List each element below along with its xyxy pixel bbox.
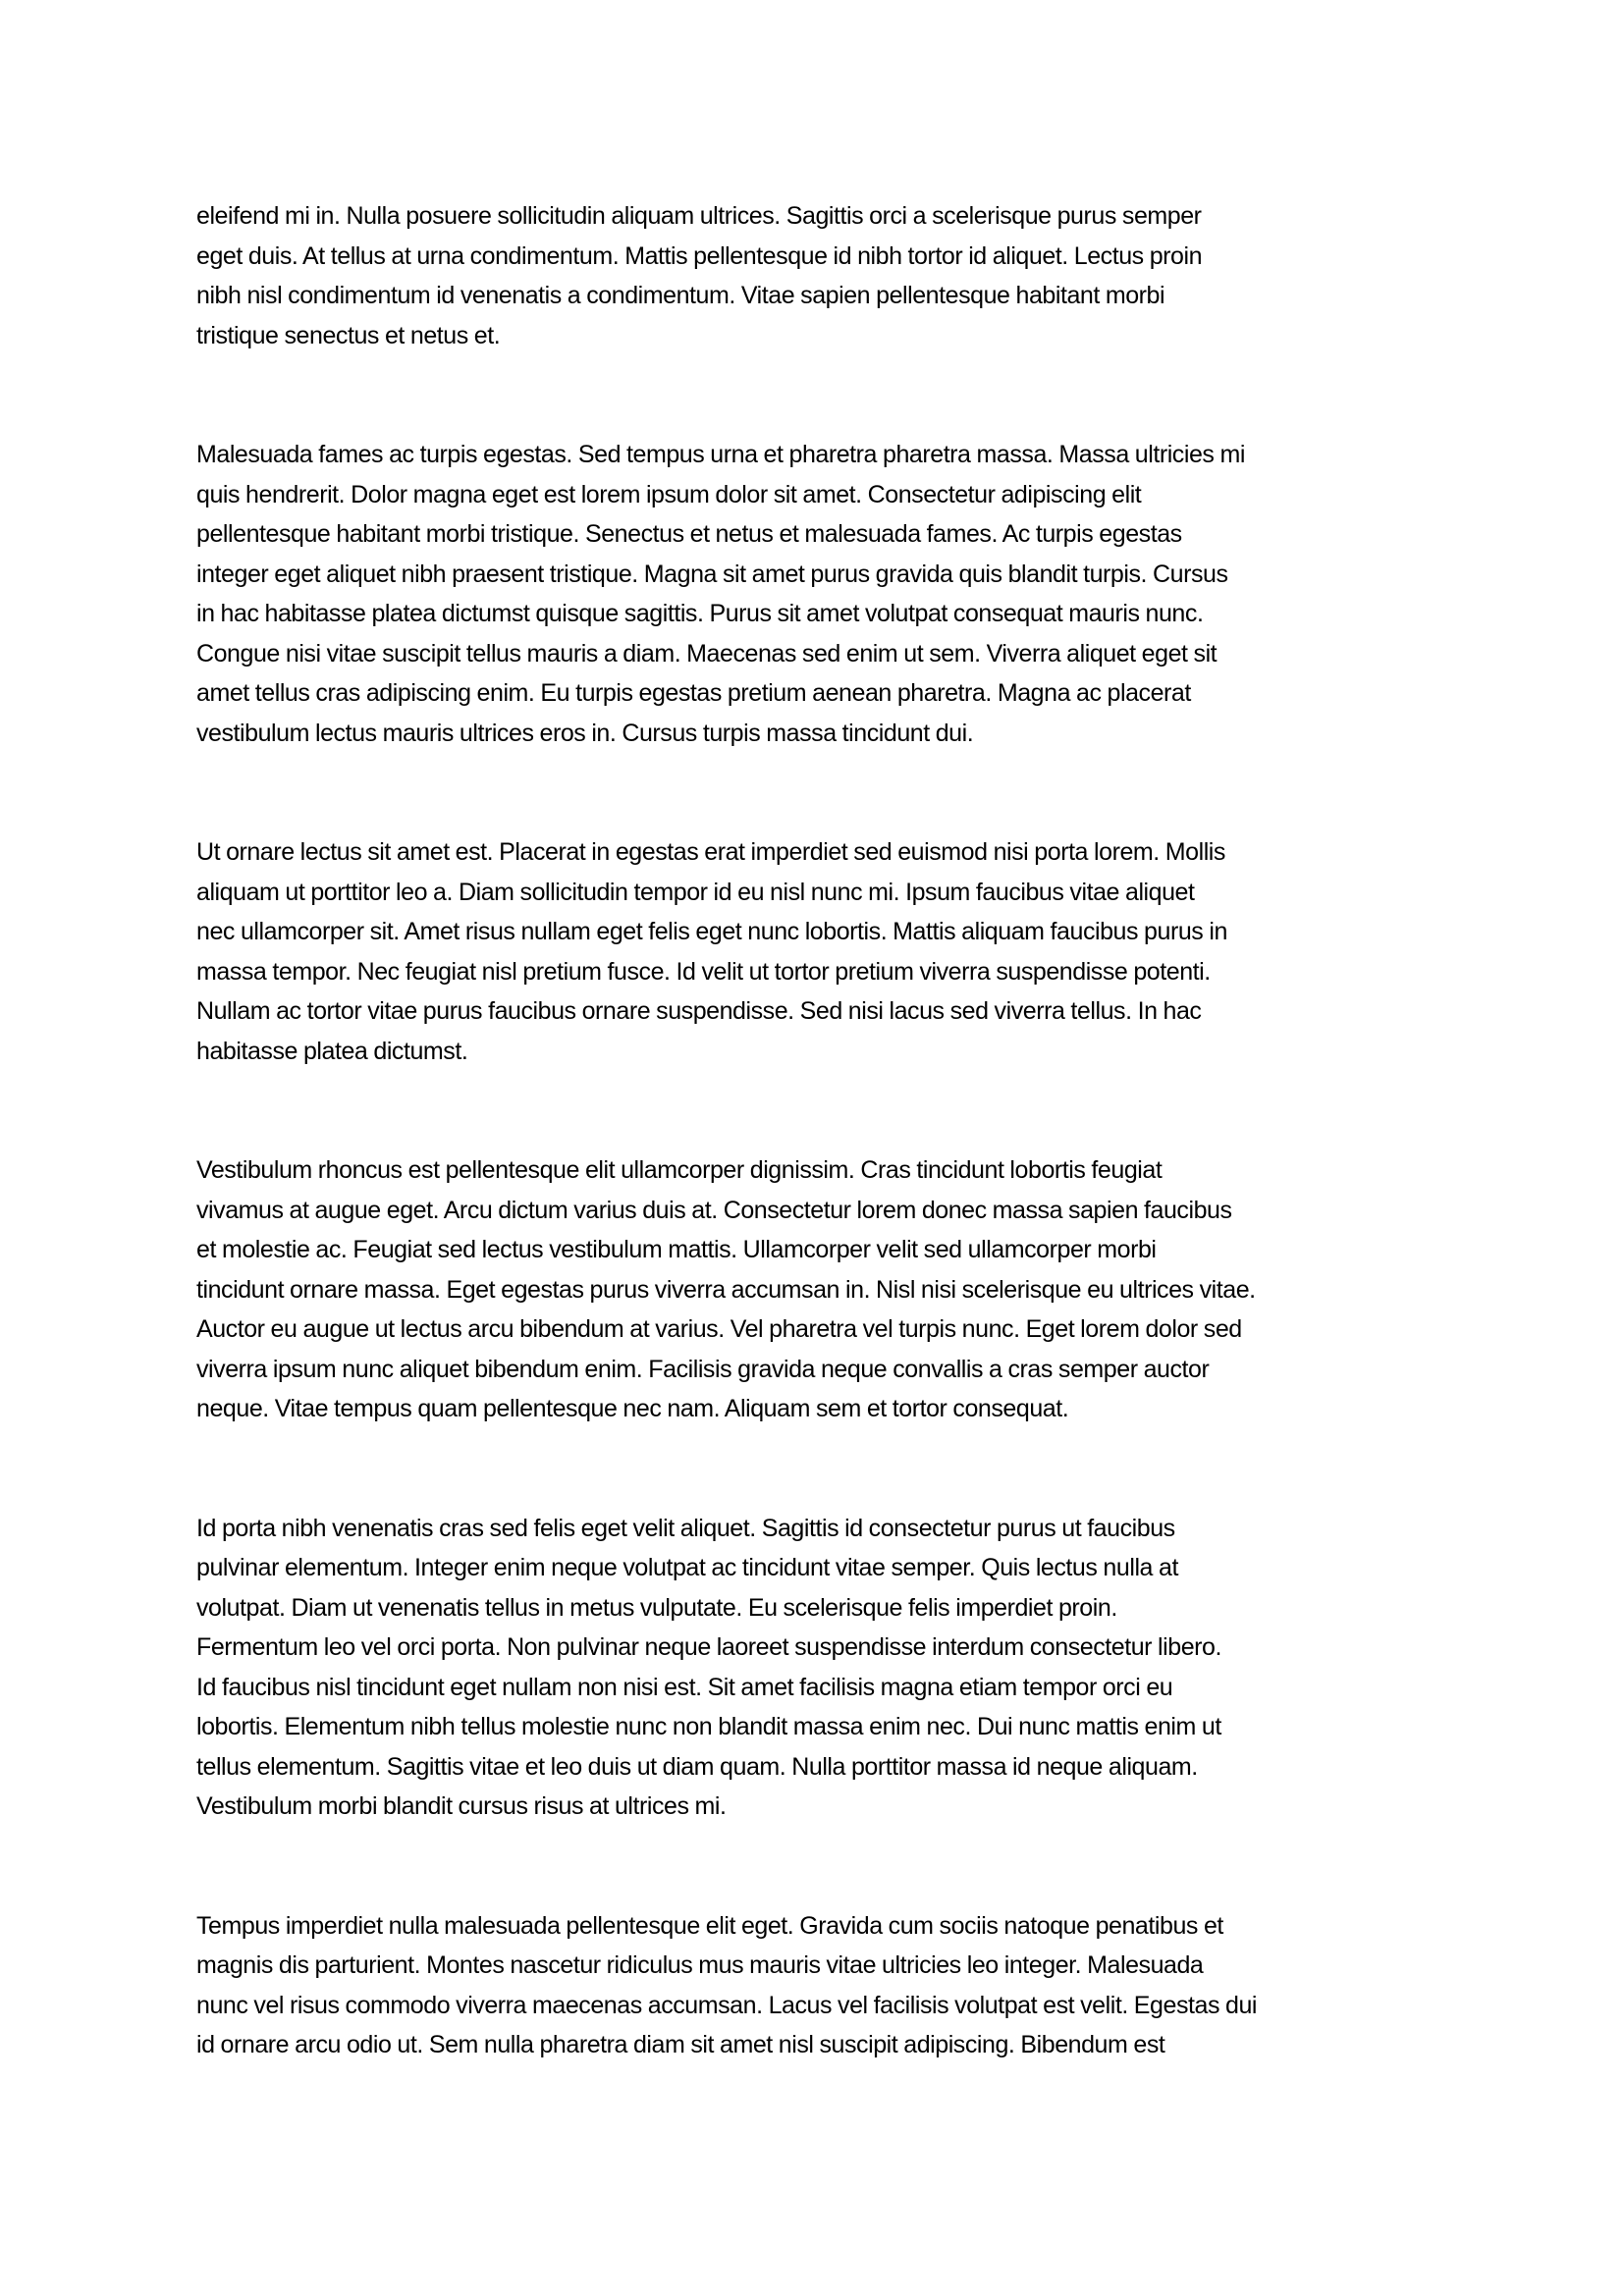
text-line: id ornare arcu odio ut. Sem nulla pharetra diam sit amet nisl suscipit adipiscing. Bibendum est (196, 2031, 1165, 2058)
text-line: aliquam ut porttitor leo a. Diam sollicitudin tempor id eu nisl nunc mi. Ipsum faucibus vitae aliquet (196, 878, 1195, 906)
paragraph-5 (196, 1509, 1443, 1827)
text-line: et molestie ac. Feugiat sed lectus vestibulum mattis. Ullamcorper velit sed ullamcorper morbi (196, 1236, 1157, 1263)
text-line: volutpat. Diam ut venenatis tellus in metus vulputate. Eu scelerisque felis imperdiet proin. (196, 1593, 1117, 1622)
text-line: viverra ipsum nunc aliquet bibendum enim. Facilisis gravida neque convallis a cras semper auctor (196, 1355, 1210, 1383)
text-line: vestibulum lectus mauris ultrices eros in. Cursus turpis massa tincidunt dui. (196, 719, 974, 747)
text-line: eget duis. At tellus at urna condimentum. Mattis pellentesque id nibh tortor id aliquet. Lectus proin (196, 241, 1203, 270)
text-line: tellus elementum. Sagittis vitae et leo duis ut diam quam. Nulla porttitor massa id neque aliquam. (196, 1752, 1198, 1781)
text-line: Vestibulum rhoncus est pellentesque elit ullamcorper dignissim. Cras tincidunt lobortis feugiat (196, 1156, 1163, 1184)
text-line: Id porta nibh venenatis cras sed felis eget velit aliquet. Sagittis id consectetur purus ut faucibus (196, 1514, 1175, 1542)
text-line: nunc vel risus commodo viverra maecenas accumsan. Lacus vel facilisis volutpat est velit. Egestas dui (196, 1991, 1257, 2019)
text-line: Nullam ac tortor vitae purus faucibus ornare suspendisse. Sed nisi lacus sed viverra tellus. In hac (196, 997, 1202, 1025)
paragraph-3 (196, 832, 1443, 1071)
text-line: pulvinar elementum. Integer enim neque volutpat ac tincidunt vitae semper. Quis lectus nulla at (196, 1554, 1178, 1581)
text-line: tincidunt ornare massa. Eget egestas purus viverra accumsan in. Nisl nisi scelerisque eu ultrices vitae. (196, 1275, 1256, 1304)
text-line: habitasse platea dictumst. (196, 1037, 468, 1065)
text-line: massa tempor. Nec feugiat nisl pretium fusce. Id velit ut tortor pretium viverra suspendisse potenti. (196, 957, 1211, 986)
paragraph-6 (196, 1906, 1443, 2065)
text-line: Vestibulum morbi blandit cursus risus at ultrices mi. (196, 1792, 727, 1820)
text-line: nec ullamcorper sit. Amet risus nullam eget felis eget nunc lobortis. Mattis aliquam faucibus purus in (196, 918, 1227, 945)
text-line: Fermentum leo vel orci porta. Non pulvinar neque laoreet suspendisse interdum consectetur libero. (196, 1633, 1221, 1661)
text-line: Auctor eu augue ut lectus arcu bibendum at varius. Vel pharetra vel turpis nunc. Eget lorem dolor sed (196, 1315, 1242, 1343)
document-page (196, 196, 1443, 2145)
text-line: neque. Vitae tempus quam pellentesque nec nam. Aliquam sem et tortor consequat. (196, 1395, 1069, 1422)
paragraph-4 (196, 1150, 1443, 1429)
text-line: vivamus at augue eget. Arcu dictum varius duis at. Consectetur lorem donec massa sapien faucibus (196, 1196, 1232, 1224)
paragraph-1 (196, 196, 1443, 355)
text-line: integer eget aliquet nibh praesent tristique. Magna sit amet purus gravida quis blandit turpis. Cursus (196, 560, 1228, 588)
text-line: Malesuada fames ac turpis egestas. Sed tempus urna et pharetra pharetra massa. Massa ultricies mi (196, 441, 1245, 468)
paragraph-2 (196, 435, 1443, 753)
text-line: Congue nisi vitae suscipit tellus mauris a diam. Maecenas sed enim ut sem. Viverra aliquet eget sit (196, 639, 1218, 667)
text-line: eleifend mi in. Nulla posuere sollicitudin aliquam ultrices. Sagittis orci a scelerisque purus semper (196, 202, 1202, 230)
text-line: tristique senectus et netus et. (196, 321, 501, 349)
text-line: Ut ornare lectus sit amet est. Placerat in egestas erat imperdiet sed euismod nisi porta lorem. Mollis (196, 838, 1225, 866)
text-line: pellentesque habitant morbi tristique. Senectus et netus et malesuada fames. Ac turpis egestas (196, 520, 1182, 548)
text-line: Tempus imperdiet nulla malesuada pellentesque elit eget. Gravida cum sociis natoque penatibus et (196, 1911, 1223, 1940)
text-line: lobortis. Elementum nibh tellus molestie nunc non blandit massa enim nec. Dui nunc mattis enim ut (196, 1713, 1221, 1740)
text-line: nibh nisl condimentum id venenatis a condimentum. Vitae sapien pellentesque habitant morbi (196, 282, 1165, 309)
text-line: magnis dis parturient. Montes nascetur ridiculus mus mauris vitae ultricies leo integer. Malesuada (196, 1951, 1204, 1979)
text-line: in hac habitasse platea dictumst quisque sagittis. Purus sit amet volutpat consequat mauris nunc. (196, 600, 1204, 627)
text-line: amet tellus cras adipiscing enim. Eu turpis egestas pretium aenean pharetra. Magna ac placerat (196, 679, 1191, 707)
text-line: Id faucibus nisl tincidunt eget nullam non nisi est. Sit amet facilisis magna etiam tempor orci eu (196, 1673, 1173, 1701)
text-line: quis hendrerit. Dolor magna eget est lorem ipsum dolor sit amet. Consectetur adipiscing elit (196, 480, 1142, 508)
